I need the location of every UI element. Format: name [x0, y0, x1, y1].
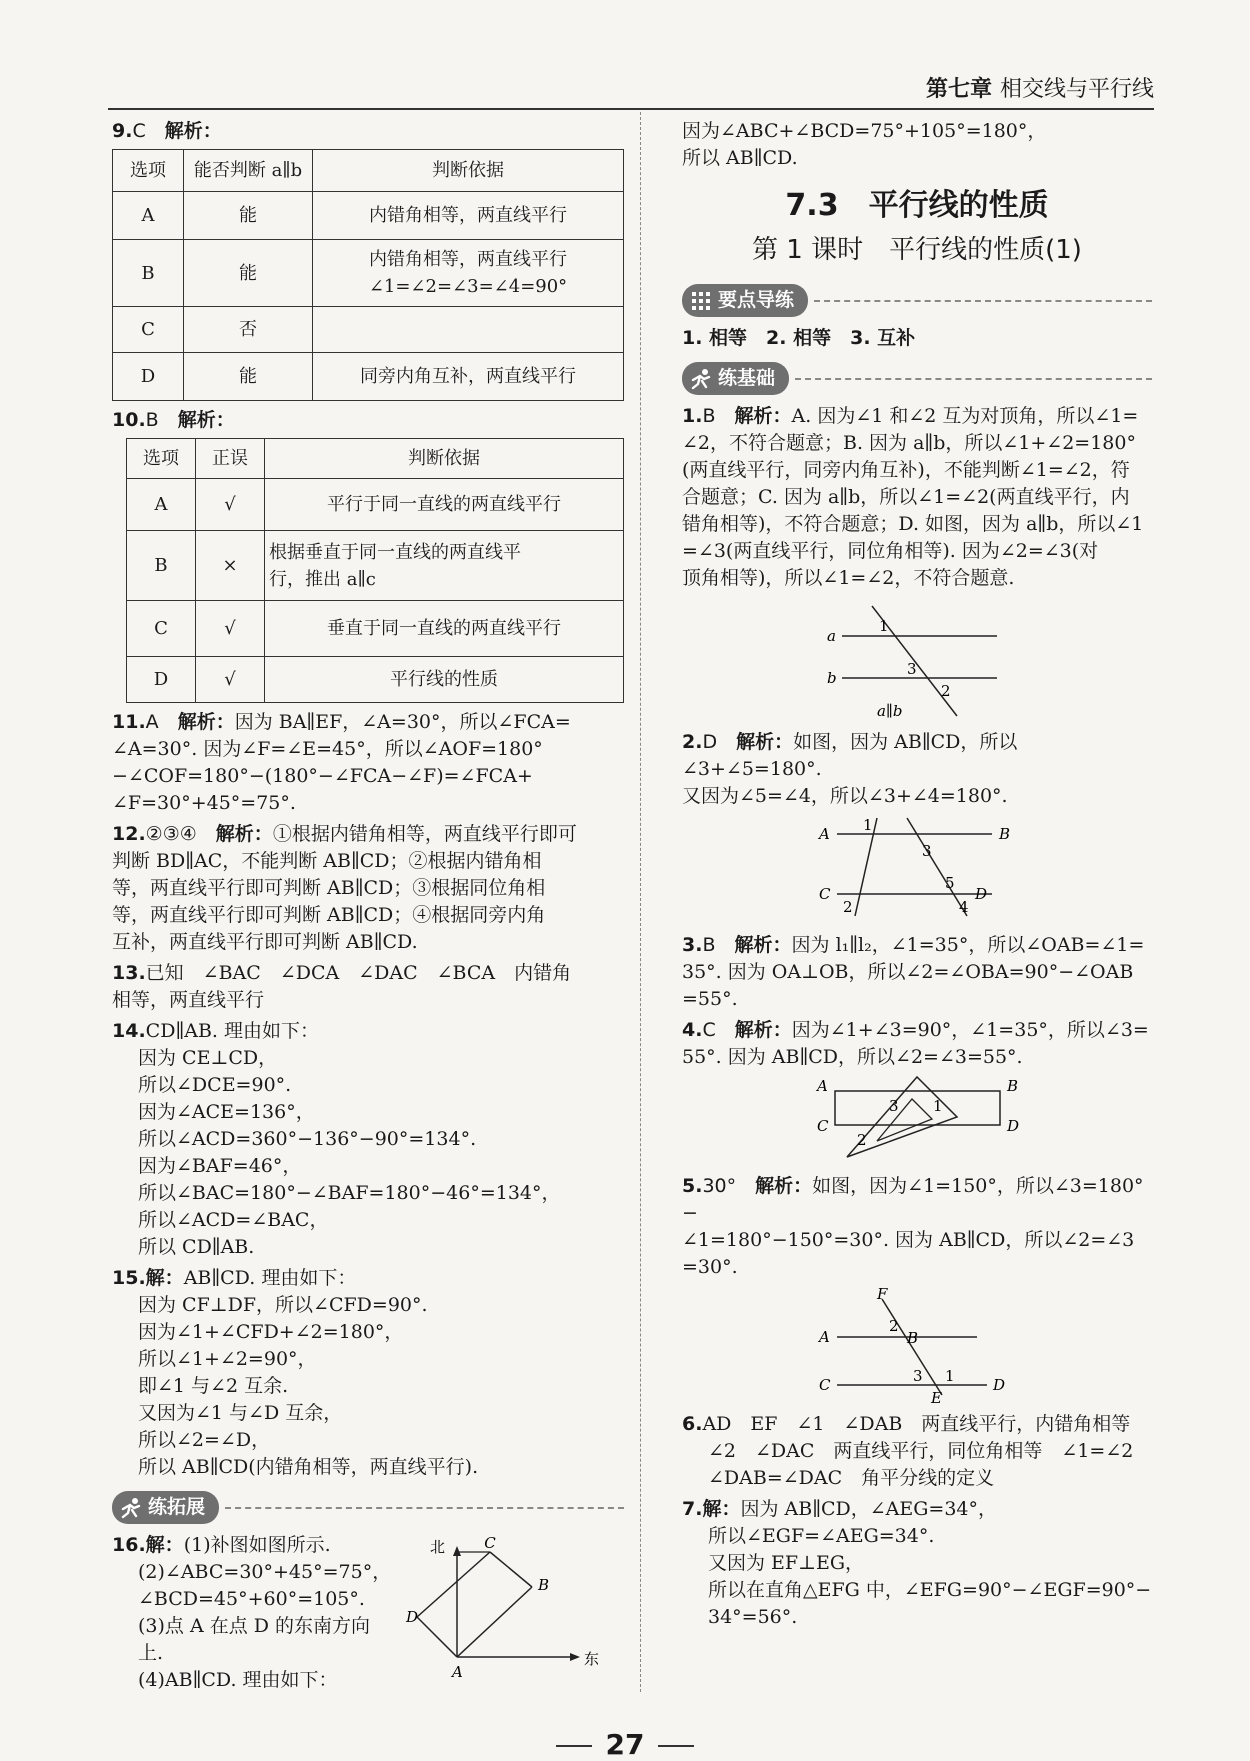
- r1-line: 顶角相等)，所以∠1=∠2，不符合题意.: [682, 567, 1015, 589]
- q9-cell: 能: [184, 240, 313, 307]
- r5-answer: 30°: [702, 1175, 737, 1197]
- r4-label: 解析：: [734, 1019, 792, 1041]
- r2-line: 又因为∠5=∠4，所以∠3+∠4=180°.: [682, 785, 1008, 807]
- q9-table: [112, 149, 624, 401]
- r2-label-b: B: [999, 825, 1011, 843]
- q9-cell: 同旁内角互补，两直线平行: [313, 353, 624, 401]
- r1-number: 1.: [682, 405, 703, 427]
- q16-label: 解：: [145, 1534, 184, 1556]
- q14-line: 因为∠BAF=46°，: [138, 1155, 302, 1177]
- page-header: [926, 72, 1154, 103]
- right-question-6: [682, 1411, 1152, 1492]
- q9-header-judge: 能否判断 a∥b: [184, 150, 313, 192]
- r4-label-d: D: [1007, 1117, 1020, 1135]
- q16-line: 上.: [138, 1642, 164, 1664]
- r2-angle-4: 4: [959, 898, 969, 916]
- page-number-rule: [658, 1745, 694, 1747]
- r7-line: 34°=56°.: [708, 1606, 798, 1628]
- r5-label-e: E: [931, 1389, 942, 1407]
- r3-label: 解析：: [734, 934, 792, 956]
- q9-label: 解析：: [164, 120, 222, 142]
- q12-number: 12.: [112, 823, 146, 845]
- r5-label-f: F: [877, 1285, 888, 1303]
- q9-cell: 否: [184, 307, 313, 353]
- r7-line: 又因为 EF⊥EG，: [708, 1552, 865, 1574]
- r5-angle-2: 2: [889, 1317, 899, 1335]
- banner-basic-pill: [682, 362, 789, 395]
- r2-angle-3: 3: [922, 842, 932, 860]
- right-question-5: [682, 1173, 1152, 1405]
- r4-angle-3: 3: [889, 1097, 899, 1115]
- r6-line: ∠2 ∠DAC 两直线平行，同位角相等 ∠1=∠2: [708, 1440, 1134, 1462]
- q10-header-basis: 判断依据: [265, 439, 624, 479]
- question-13: [112, 960, 624, 1014]
- q11-number: 11.: [112, 711, 146, 733]
- r7-label: 解：: [702, 1498, 741, 1520]
- q14-number: 14.: [112, 1020, 146, 1042]
- q16-label-a: A: [452, 1663, 463, 1681]
- r1-line: (两直线平行，同旁内角互补)，不能判断∠1=∠2，符: [682, 459, 1130, 481]
- r7-line: 因为 AB∥CD，∠AEG=34°，: [740, 1498, 998, 1520]
- q10-cell: C: [127, 601, 196, 657]
- q15-line: 所以∠2=∠D，: [138, 1429, 271, 1451]
- q16-label-north: 北: [430, 1538, 446, 1556]
- r2-label-c: C: [819, 885, 831, 903]
- q10-answer: B: [145, 409, 159, 431]
- q10-cell: [265, 531, 624, 601]
- q15-line: 所以∠1+∠2=90°，: [138, 1348, 317, 1370]
- banner-expand-pill: [112, 1491, 219, 1524]
- r2-angle-5: 5: [945, 874, 955, 892]
- r1-angle-3: 3: [907, 660, 917, 678]
- right-question-2: [682, 729, 1152, 926]
- q11-line: ∠A=30°. 因为∠F=∠E=45°，所以∠AOF=180°: [112, 738, 543, 760]
- chapter-label: 第七章: [925, 77, 992, 102]
- q16-line: (1)补图如图所示.: [183, 1534, 331, 1556]
- q9-cell-text: 内错角相等，两直线平行: [369, 249, 567, 270]
- q16-number: 16.: [112, 1534, 146, 1556]
- r4-label-a: A: [817, 1077, 828, 1095]
- q10-cell: D: [127, 657, 196, 703]
- r4-label-c: C: [817, 1117, 829, 1135]
- r1-caption: a∥b: [877, 702, 903, 720]
- page-number-text: 27: [605, 1728, 645, 1761]
- banner-dash: [225, 1507, 624, 1509]
- left-column: [112, 118, 624, 1698]
- banner-dash: [795, 378, 1152, 380]
- q14-line: 因为∠ACE=136°，: [138, 1101, 315, 1123]
- r4-angle-1: 1: [933, 1097, 943, 1115]
- r1-figure: [817, 598, 1017, 723]
- q12-line: 等，两直线平行即可判断 AB∥CD；④根据同旁内角: [112, 904, 546, 926]
- r2-angle-1: 1: [863, 816, 873, 834]
- r2-label-d: D: [975, 885, 988, 903]
- r4-answer: C: [702, 1019, 716, 1041]
- question-16: [112, 1532, 624, 1694]
- r4-angle-2: 2: [857, 1131, 867, 1149]
- banner-points-pill: [682, 284, 808, 317]
- q13-number: 13.: [112, 962, 146, 984]
- r7-line: 所以∠EGF=∠AEG=34°.: [708, 1525, 935, 1547]
- r6-number: 6.: [682, 1413, 703, 1435]
- section-title: 7.3 平行线的性质: [785, 188, 1049, 223]
- r1-line: A. 因为∠1 和∠2 互为对顶角，所以∠1=: [791, 405, 1139, 427]
- r3-line: 35°. 因为 OA⊥OB，所以∠2=∠OBA=90°−∠OAB: [682, 961, 1134, 983]
- r5-line: ∠1=180°−150°=30°. 因为 AB∥CD，所以∠2=∠3: [682, 1229, 1135, 1251]
- r7-line: 所以在直角△EFG 中，∠EFG=90°−∠EGF=90°−: [708, 1579, 1152, 1601]
- r1-label-a: a: [827, 627, 836, 645]
- header-rule: [108, 108, 1154, 110]
- question-14: [112, 1018, 624, 1261]
- points-answers: 1. 相等 2. 相等 3. 互补: [682, 327, 916, 349]
- banner-basic: [682, 362, 1152, 395]
- r5-number: 5.: [682, 1175, 703, 1197]
- q10-cell: √: [196, 657, 265, 703]
- r3-line: 因为 l₁∥l₂，∠1=35°，所以∠OAB=∠1=: [791, 934, 1145, 956]
- r5-angle-3: 3: [913, 1367, 923, 1385]
- page-number: [0, 1728, 1250, 1761]
- r3-number: 3.: [682, 934, 703, 956]
- q14-line: CD∥AB. 理由如下：: [145, 1020, 319, 1042]
- q12-label: 解析：: [215, 823, 273, 845]
- banner-points: [682, 284, 1152, 317]
- q11-label: 解析：: [177, 711, 235, 733]
- r5-line: =30°.: [682, 1256, 738, 1278]
- r6-line: ∠DAB=∠DAC 角平分线的定义: [708, 1467, 995, 1489]
- r1-answer: B: [702, 405, 716, 427]
- banner-basic-text: 练基础: [718, 367, 776, 389]
- q16-line: (2)∠ABC=30°+45°=75°，: [138, 1561, 392, 1583]
- r1-line: 合题意；C. 因为 a∥b，所以∠1=∠2(两直线平行，内: [682, 486, 1130, 508]
- q14-line: 所以∠ACD=360°−136°−90°=134°.: [138, 1128, 477, 1150]
- q9-cell: B: [113, 240, 184, 307]
- q16-line: (4)AB∥CD. 理由如下：: [138, 1669, 338, 1691]
- r7-number: 7.: [682, 1498, 703, 1520]
- q11-line: −∠COF=180°−(180°−∠FCA−∠F)=∠FCA+: [112, 765, 533, 787]
- q9-cell: A: [113, 192, 184, 240]
- r2-number: 2.: [682, 731, 703, 753]
- q9-cell: 能: [184, 192, 313, 240]
- q12-line: 等，两直线平行即可判断 AB∥CD；③根据同位角相: [112, 877, 546, 899]
- r4-label-b: B: [1007, 1077, 1019, 1095]
- q14-line: 因为 CE⊥CD，: [138, 1047, 278, 1069]
- q9-cell-text: 内错角相等，两直线平行: [369, 205, 567, 226]
- banner-dash: [814, 300, 1152, 302]
- r2-answer: D: [702, 731, 718, 753]
- q16-line: ∠BCD=45°+60°=105°.: [138, 1588, 365, 1610]
- right-column: [682, 118, 1152, 1635]
- r5-label-d: D: [993, 1376, 1006, 1394]
- r5-figure: [807, 1287, 1027, 1405]
- r5-label: 解析：: [755, 1175, 813, 1197]
- q10-cell: A: [127, 479, 196, 531]
- q15-line: 即∠1 与∠2 互余.: [138, 1375, 289, 1397]
- r5-angle-1: 1: [945, 1367, 955, 1385]
- r4-line: 55°. 因为 AB∥CD，所以∠2=∠3=55°.: [682, 1046, 1023, 1068]
- chapter-title: 相交线与平行线: [999, 77, 1154, 102]
- q14-line: 所以∠ACD=∠BAC，: [138, 1209, 329, 1231]
- q9-answer: C: [132, 120, 146, 142]
- right-question-3: [682, 932, 1152, 1013]
- r6-line: AD EF ∠1 ∠DAB 两直线平行，内错角相等: [702, 1413, 1131, 1435]
- q12-line: 判断 BD∥AC，不能判断 AB∥CD；②根据内错角相: [112, 850, 542, 872]
- right-question-4: [682, 1017, 1152, 1167]
- q15-label: 解：: [145, 1267, 184, 1289]
- q9-header-basis: 判断依据: [313, 150, 624, 192]
- r1-line: ∠2，不符合题意；B. 因为 a∥b，所以∠1+∠2=180°: [682, 432, 1136, 454]
- q15-line: 又因为∠1 与∠D 互余，: [138, 1402, 343, 1424]
- q9-cell-text: ∠1=∠2=∠3=∠4=90°: [368, 276, 568, 297]
- r3-line: =55°.: [682, 988, 738, 1010]
- q9-number: 9.: [112, 120, 133, 142]
- q10-cell-text: 根据垂直于同一直线的两直线平: [269, 541, 521, 563]
- r2-figure: [807, 816, 1027, 926]
- right-question-7: [682, 1496, 1152, 1631]
- q10-cell: 平行于同一直线的两直线平行: [265, 479, 624, 531]
- grid-dots-icon: [690, 290, 712, 312]
- question-11: [112, 709, 624, 817]
- r5-line: 如图，因为∠1=150°，所以∠3=180°−: [682, 1175, 1144, 1224]
- question-10: [112, 407, 624, 434]
- right-top-line: 所以 AB∥CD.: [682, 147, 798, 169]
- banner-expand-text: 练拓展: [148, 1496, 206, 1518]
- r1-angle-1: 1: [879, 617, 889, 635]
- q11-line: ∠F=30°+45°=75°.: [112, 792, 296, 814]
- right-question-1: [682, 403, 1152, 723]
- q15-line: AB∥CD. 理由如下：: [183, 1267, 357, 1289]
- q9-cell: D: [113, 353, 184, 401]
- q12-line: 互补，两直线平行即可判断 AB∥CD.: [112, 931, 418, 953]
- r4-line: 因为∠1+∠3=90°，∠1=35°，所以∠3=: [791, 1019, 1149, 1041]
- q11-line: 因为 BA∥EF，∠A=30°，所以∠FCA=: [234, 711, 571, 733]
- q10-header-option: 选项: [127, 439, 196, 479]
- q16-label-b: B: [538, 1576, 550, 1594]
- q10-cell: √: [196, 479, 265, 531]
- q16-label-c: C: [484, 1534, 496, 1552]
- q9-header-option: 选项: [113, 150, 184, 192]
- r1-label: 解析：: [734, 405, 792, 427]
- question-9: [112, 118, 624, 145]
- q9-cell: [313, 307, 624, 353]
- r1-line: =∠3(两直线平行，同位角相等). 因为∠2=∠3(对: [682, 540, 1099, 562]
- q16-label-d: D: [406, 1608, 419, 1626]
- q12-line: ①根据内错角相等，两直线平行即可: [272, 823, 577, 845]
- q16-compass-figure: [406, 1532, 612, 1682]
- q16-label-east: 东: [584, 1650, 600, 1668]
- r5-label-a: A: [819, 1328, 830, 1346]
- question-12: [112, 821, 624, 956]
- q13-line: 已知 ∠BAC ∠DCA ∠DAC ∠BCA 内错角: [145, 962, 572, 984]
- right-top-line: 因为∠ABC+∠BCD=75°+105°=180°，: [682, 120, 1047, 142]
- q16-line: (3)点 A 在点 D 的东南方向: [138, 1615, 371, 1637]
- r2-angle-2: 2: [843, 898, 853, 916]
- runner-icon: [120, 1497, 142, 1519]
- q15-line: 所以 AB∥CD(内错角相等，两直线平行).: [138, 1456, 479, 1478]
- r2-label-a: A: [819, 825, 830, 843]
- q15-number: 15.: [112, 1267, 146, 1289]
- q9-cell: 能: [184, 353, 313, 401]
- r4-number: 4.: [682, 1019, 703, 1041]
- q14-line: 所以 CD∥AB.: [138, 1236, 255, 1258]
- q14-line: 所以∠BAC=180°−∠BAF=180°−46°=134°，: [138, 1182, 561, 1204]
- q10-cell: √: [196, 601, 265, 657]
- q15-line: 因为 CF⊥DF，所以∠CFD=90°.: [138, 1294, 428, 1316]
- q13-line: 相等，两直线平行: [112, 989, 265, 1011]
- q10-cell: 平行线的性质: [265, 657, 624, 703]
- q14-line: 所以∠DCE=90°.: [138, 1074, 292, 1096]
- q15-line: 因为∠1+∠CFD+∠2=180°，: [138, 1321, 404, 1343]
- question-15: [112, 1265, 624, 1481]
- q10-cell: B: [127, 531, 196, 601]
- q10-header-result: 正误: [196, 439, 265, 479]
- q10-cell: ×: [196, 531, 265, 601]
- r5-label-c: C: [819, 1376, 831, 1394]
- r1-line: 错角相等)，不符合题意；D. 如图，因为 a∥b，所以∠1: [682, 513, 1144, 535]
- lesson-title: 第 1 课时 平行线的性质(1): [752, 235, 1082, 265]
- q9-cell: C: [113, 307, 184, 353]
- q10-cell-text: 行，推出 a∥c: [269, 568, 376, 590]
- r1-angle-2: 2: [941, 682, 951, 700]
- q10-number: 10.: [112, 409, 146, 431]
- r1-label-b: b: [827, 669, 837, 687]
- q10-label: 解析：: [177, 409, 235, 431]
- column-divider: [640, 112, 641, 1692]
- banner-points-text: 要点导练: [718, 289, 795, 311]
- r5-label-b: B: [907, 1329, 919, 1347]
- q9-cell: [313, 240, 624, 307]
- r4-figure: [807, 1077, 1027, 1167]
- q12-answer: ②③④: [145, 823, 197, 845]
- r2-label: 解析：: [736, 731, 794, 753]
- page-number-rule: [556, 1745, 592, 1747]
- r3-answer: B: [702, 934, 716, 956]
- runner-icon: [690, 368, 712, 390]
- banner-expand: [112, 1491, 624, 1524]
- r2-line: 如图，因为 AB∥CD，所以∠3+∠5=180°.: [682, 731, 1018, 780]
- q10-cell: 垂直于同一直线的两直线平行: [265, 601, 624, 657]
- q11-answer: A: [145, 711, 159, 733]
- q9-cell: [313, 192, 624, 240]
- q10-table: [126, 438, 624, 703]
